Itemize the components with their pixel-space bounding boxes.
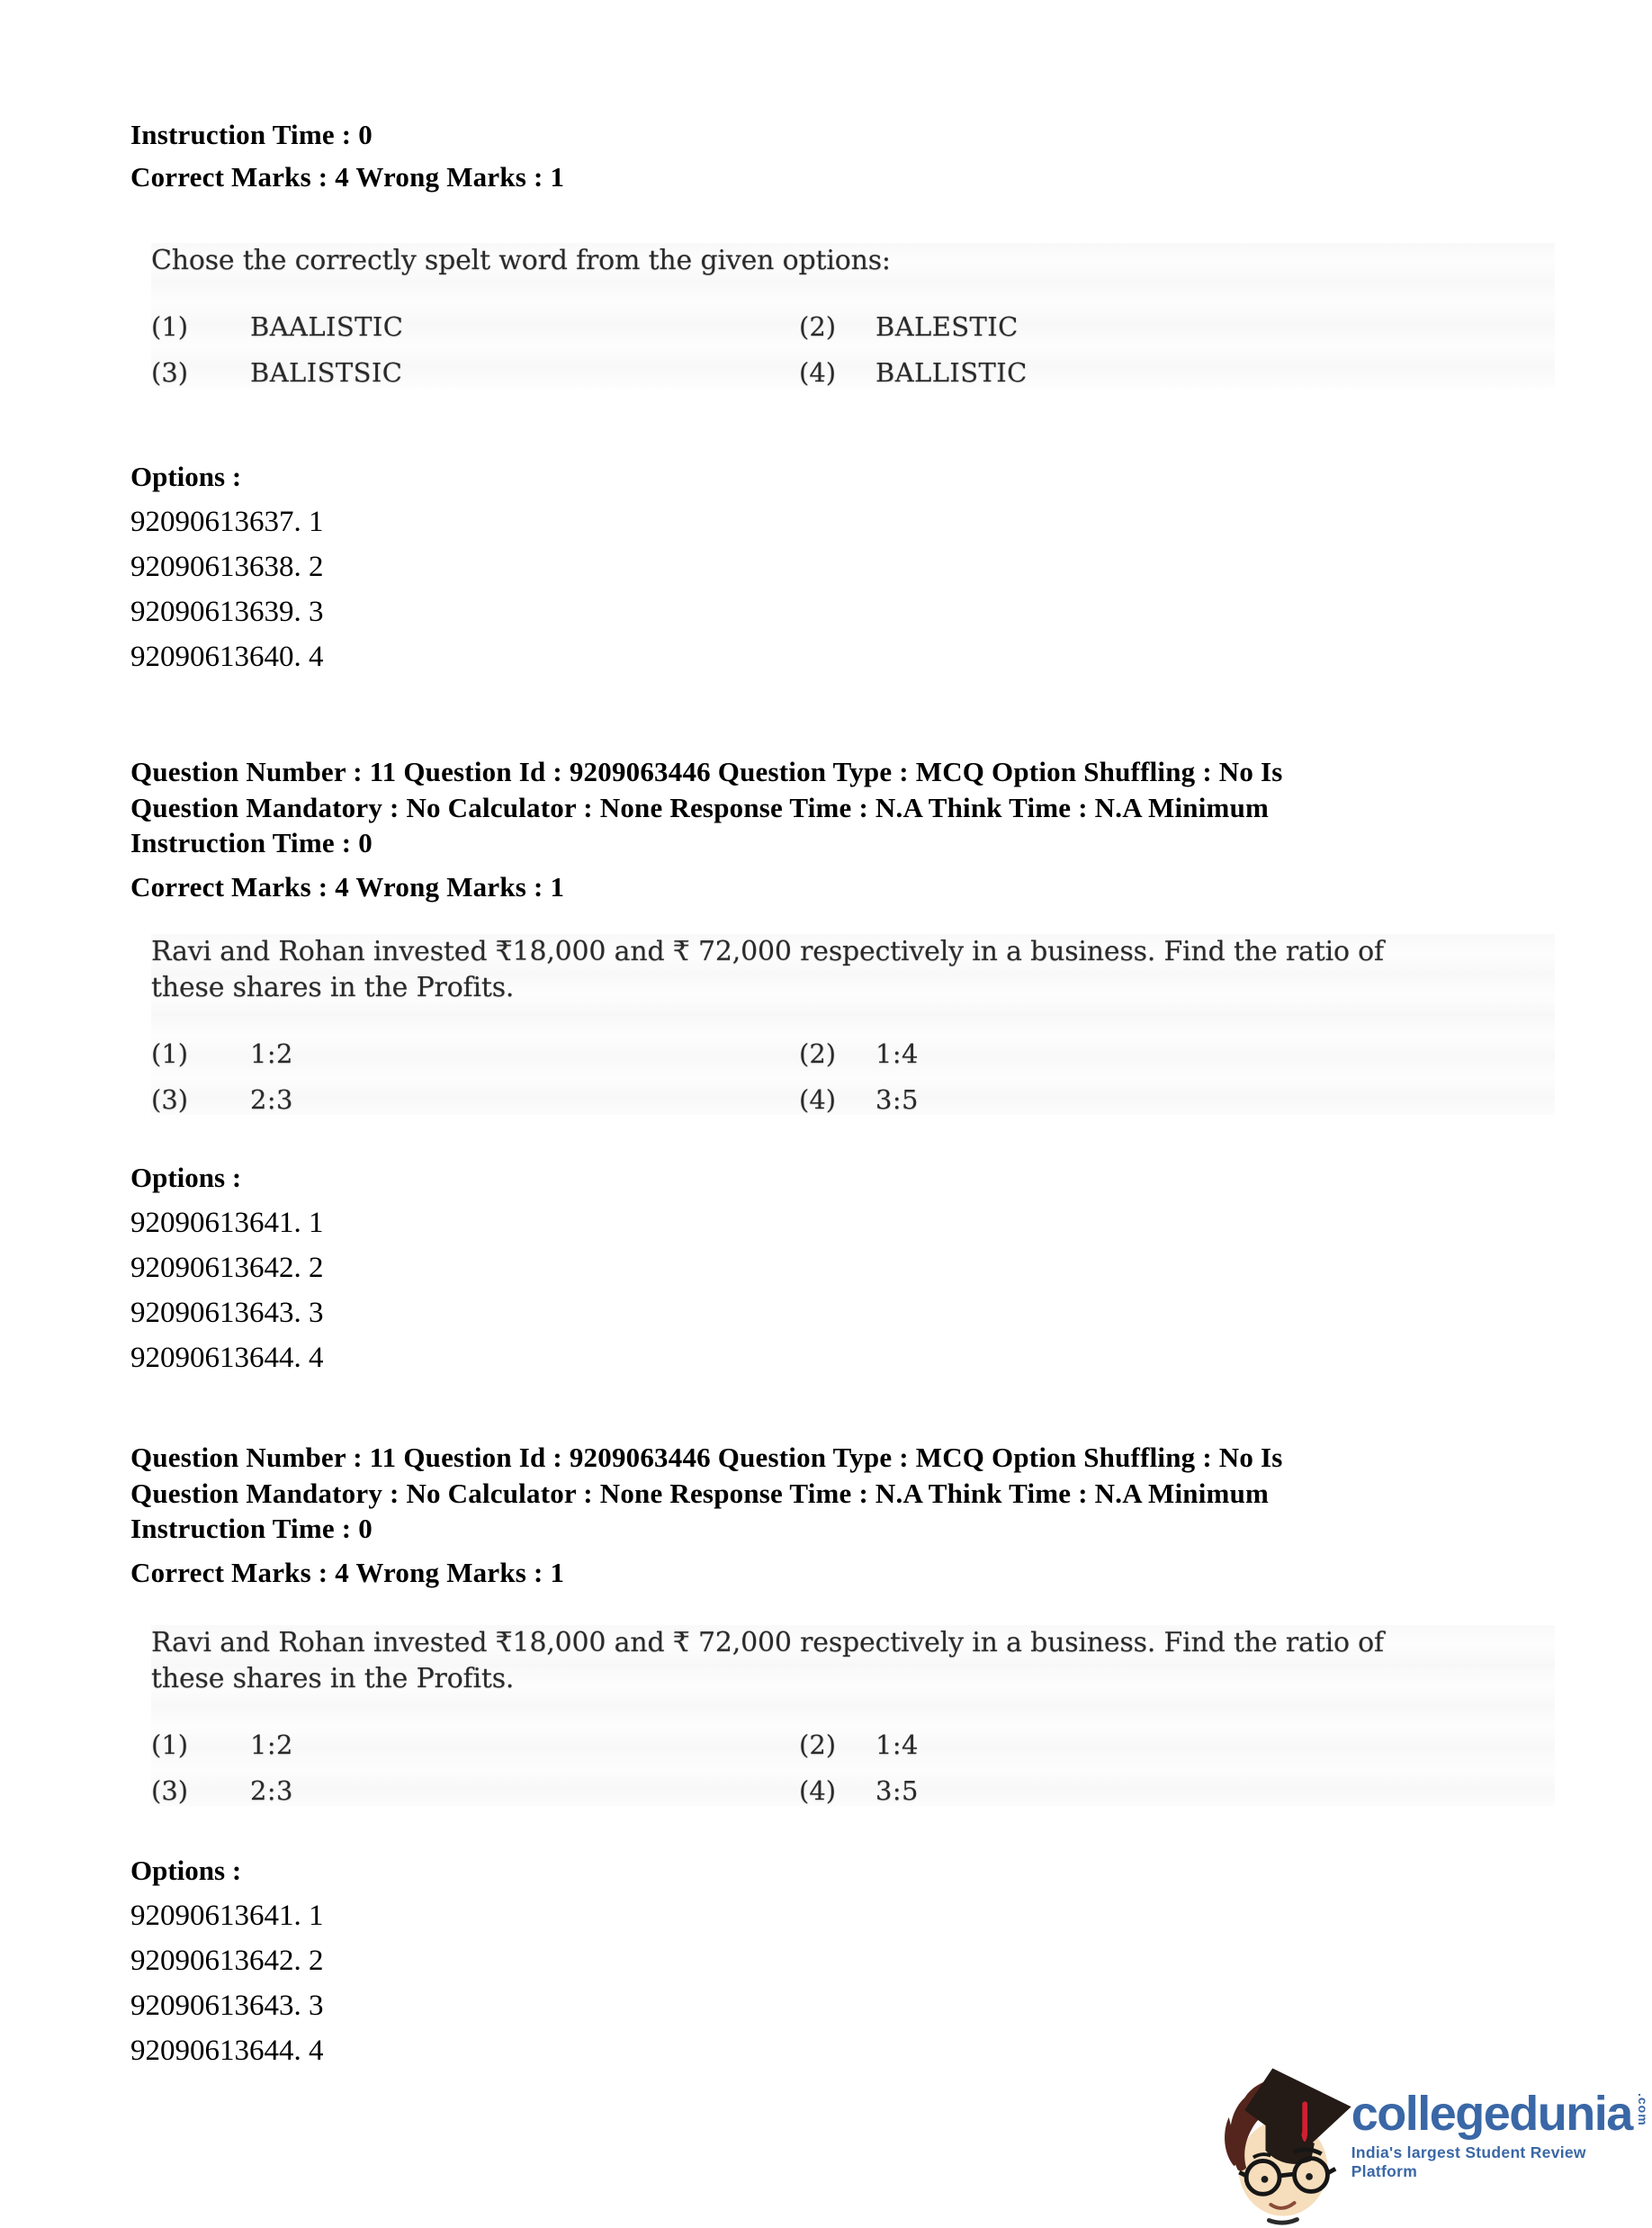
option-number: (1) bbox=[151, 1729, 189, 1760]
question-1-option-ids bbox=[130, 454, 324, 679]
option-number: (2) bbox=[799, 1729, 837, 1760]
option-id: 92090613639. 3 bbox=[130, 596, 324, 628]
option-number: (3) bbox=[151, 357, 189, 388]
question-meta-line: Question Mandatory : No Calculator : None Response Time : N.A Think Time : N.A Minimum bbox=[130, 1477, 1270, 1509]
option-text: BAALISTIC bbox=[250, 311, 404, 342]
question-1-options-grid bbox=[151, 311, 1555, 388]
options-label: Options : bbox=[130, 1855, 242, 1886]
option-text: 1:4 bbox=[875, 1038, 919, 1069]
question-11-scan bbox=[151, 934, 1555, 1115]
question-11-header-repeat bbox=[130, 1440, 1552, 1590]
logo-text-block bbox=[1351, 2089, 1652, 2181]
option-id: 92090613644. 4 bbox=[130, 1342, 324, 1374]
option-number: (3) bbox=[151, 1775, 189, 1806]
question-meta-line: Instruction Time : 0 bbox=[130, 1513, 373, 1544]
question-11-header bbox=[130, 754, 1552, 904]
option-number: (4) bbox=[799, 1084, 837, 1115]
question-11-options-grid-repeat bbox=[151, 1729, 1555, 1806]
option-number: (2) bbox=[799, 1038, 837, 1069]
option-text: BALISTSIC bbox=[250, 357, 403, 388]
option-text: 1:2 bbox=[250, 1729, 293, 1760]
option-number: (1) bbox=[151, 311, 189, 342]
option-text: 3:5 bbox=[875, 1084, 919, 1115]
option-id: 92090613637. 1 bbox=[130, 506, 324, 538]
option-id: 92090613638. 2 bbox=[130, 551, 324, 583]
question-11-scan-repeat bbox=[151, 1625, 1555, 1806]
question-11-text-line: Ravi and Rohan invested ₹18,000 and ₹ 72,000 respectively in a business. Find the ratio of bbox=[151, 936, 1384, 967]
question-1-scan bbox=[151, 243, 1555, 388]
option-text: BALLISTIC bbox=[875, 357, 1028, 388]
option-id: 92090613643. 3 bbox=[130, 1297, 324, 1329]
option-id: 92090613643. 3 bbox=[130, 1990, 324, 2022]
question-meta-line: Question Number : 11 Question Id : 9209063446 Question Type : MCQ Option Shuffling : No Is bbox=[130, 1442, 1283, 1473]
option-text: 3:5 bbox=[875, 1775, 919, 1806]
question-meta-line: Question Mandatory : No Calculator : None Response Time : N.A Think Time : N.A Minimum bbox=[130, 791, 1270, 823]
option-number: (1) bbox=[151, 1038, 189, 1069]
question-1-text: Chose the correctly spelt word from the given options: bbox=[151, 245, 891, 276]
option-id: 92090613641. 1 bbox=[130, 1207, 324, 1239]
brand-row bbox=[1351, 2087, 1652, 2141]
option-text: 1:4 bbox=[875, 1729, 919, 1760]
question-11-option-ids bbox=[130, 1155, 324, 1380]
exam-meta-block bbox=[130, 113, 564, 198]
option-number: (2) bbox=[799, 311, 837, 342]
option-number: (4) bbox=[799, 1775, 837, 1806]
marks-line: Correct Marks : 4 Wrong Marks : 1 bbox=[130, 161, 565, 193]
option-number: (3) bbox=[151, 1084, 189, 1115]
collegedunia-logo[interactable] bbox=[1220, 2061, 1652, 2228]
question-meta-line: Instruction Time : 0 bbox=[130, 827, 373, 858]
marks-line: Correct Marks : 4 Wrong Marks : 1 bbox=[130, 870, 565, 903]
option-id: 92090613642. 2 bbox=[130, 1945, 324, 1977]
brand-name: collegedunia bbox=[1351, 2087, 1632, 2141]
brand-tagline: India's largest Student Review Platform bbox=[1351, 2143, 1586, 2180]
marks-line: Correct Marks : 4 Wrong Marks : 1 bbox=[130, 1556, 565, 1588]
question-11-text-line: these shares in the Profits. bbox=[151, 1663, 515, 1694]
question-meta-line: Question Number : 11 Question Id : 9209063446 Question Type : MCQ Option Shuffling : No Is bbox=[130, 756, 1283, 787]
question-11-options-grid bbox=[151, 1038, 1555, 1115]
instruction-time-line: Instruction Time : 0 bbox=[130, 119, 373, 150]
option-id: 92090613642. 2 bbox=[130, 1252, 324, 1284]
option-text: 2:3 bbox=[250, 1775, 293, 1806]
option-id: 92090613640. 4 bbox=[130, 641, 324, 673]
option-id: 92090613641. 1 bbox=[130, 1900, 324, 1932]
option-id: 92090613644. 4 bbox=[130, 2035, 324, 2067]
option-number: (4) bbox=[799, 357, 837, 388]
question-11-text-line: Ravi and Rohan invested ₹18,000 and ₹ 72,000 respectively in a business. Find the ratio of bbox=[151, 1627, 1384, 1658]
question-11-text-line: these shares in the Profits. bbox=[151, 972, 515, 1003]
question-11-option-ids-repeat bbox=[130, 1848, 324, 2073]
option-text: BALESTIC bbox=[875, 311, 1019, 342]
option-text: 1:2 bbox=[250, 1038, 293, 1069]
mascot-icon bbox=[1220, 2061, 1351, 2228]
brand-domain: .com bbox=[1635, 2093, 1650, 2126]
options-label: Options : bbox=[130, 1162, 242, 1193]
options-label: Options : bbox=[130, 461, 242, 492]
option-text: 2:3 bbox=[250, 1084, 293, 1115]
